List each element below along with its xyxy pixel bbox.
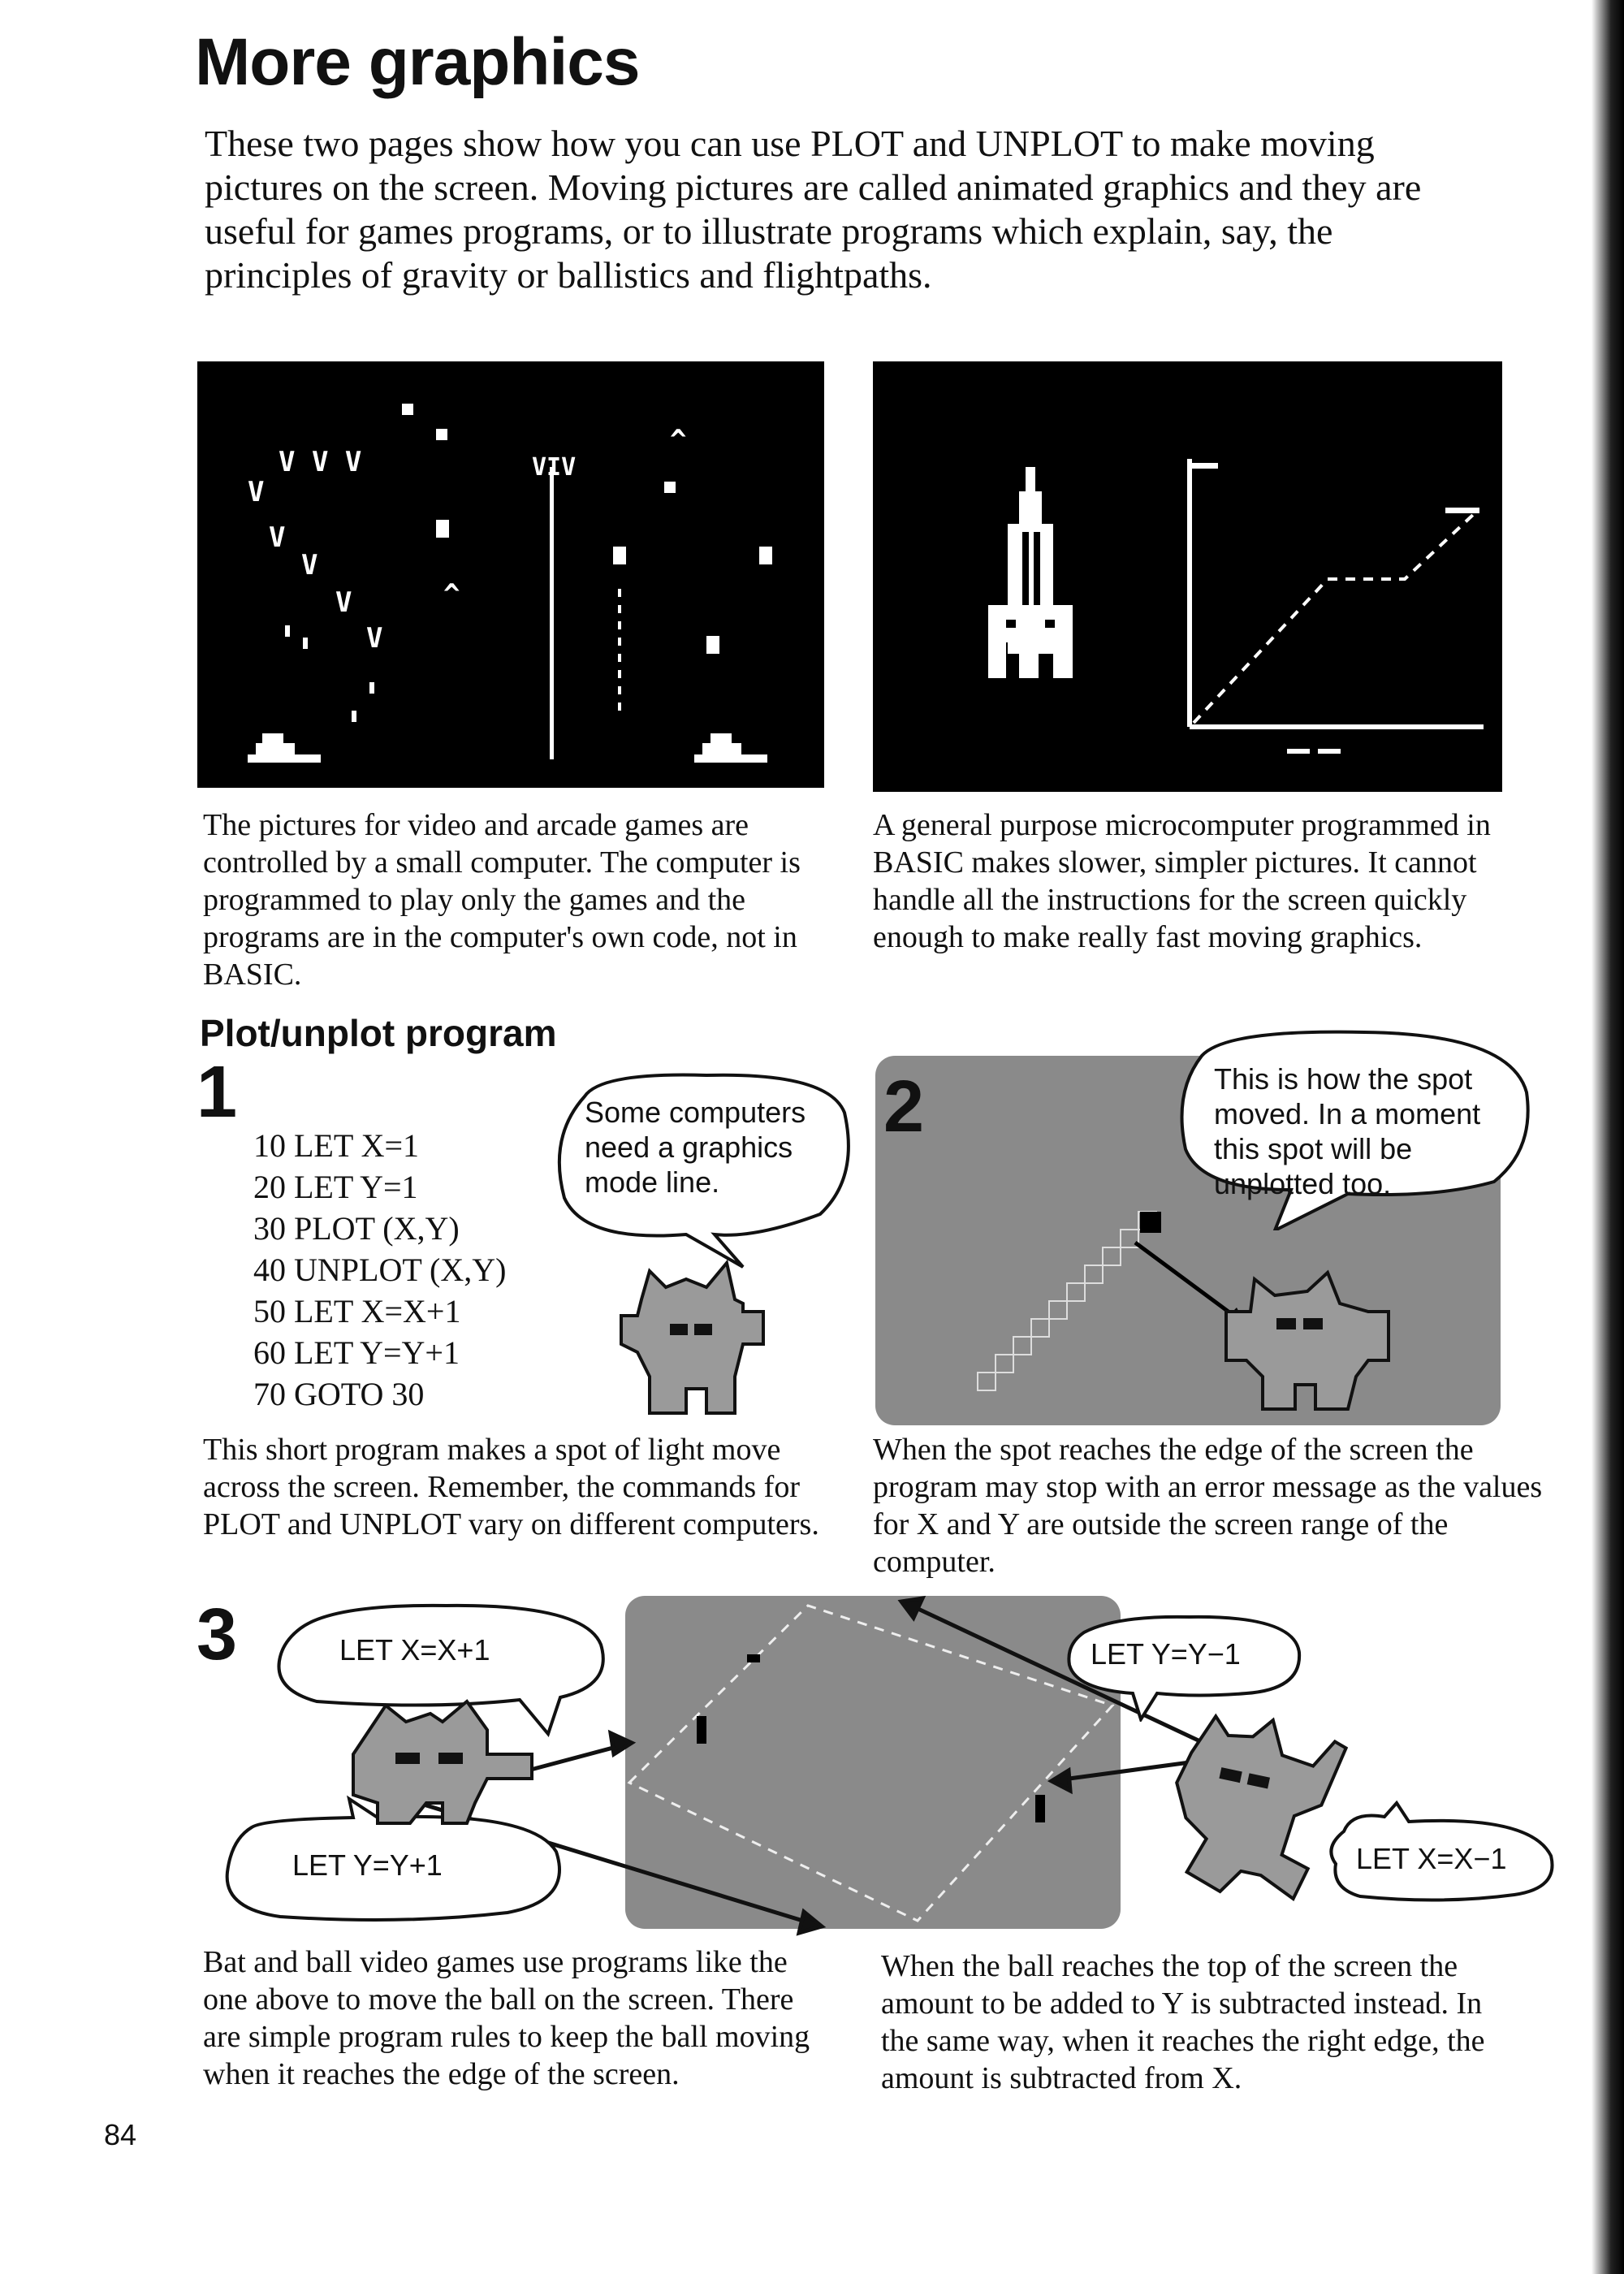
step-number-3: 3: [197, 1594, 238, 1675]
speech-bubble-3c: [1060, 1612, 1307, 1722]
svg-text:^: ^: [443, 578, 460, 611]
code-line: 10 LET X=1: [253, 1127, 420, 1164]
svg-text:V: V: [301, 549, 318, 581]
bubble-2-text: This is how the spot moved. In a moment this spot will be unplotted too.: [1214, 1062, 1481, 1200]
svg-text:V: V: [335, 586, 352, 619]
bubble-1-text: Some computers need a graphics mode line.: [585, 1096, 806, 1199]
code-line: 20 LET Y=1: [253, 1169, 418, 1205]
bubble-3d-text: LET X=X−1: [1356, 1842, 1507, 1875]
speech-bubble-3d: [1320, 1799, 1559, 1909]
plot-caption: This short program makes a spot of light move across the screen. Remember, the commands for PLOT and UNPLOT vary on different computers.: [203, 1433, 819, 1541]
intro-paragraph: These two pages show how you can use PLOT and UNPLOT to make moving pictures on the screen. Moving pictures are called animated graphics and they are useful for games programs, or to illustrate programs which explain, say, the principles of gravity or ballistics and flightpaths.: [205, 123, 1422, 296]
bubble-3a-text: LET X=X+1: [339, 1633, 490, 1667]
code-line: 50 LET X=X+1: [253, 1293, 461, 1329]
svg-text:V V V: V V V: [279, 446, 362, 478]
code-line: 30 PLOT (X,Y): [253, 1210, 460, 1247]
bubble-3c-text: LET Y=Y−1: [1091, 1637, 1241, 1671]
page-title: More graphics: [195, 25, 640, 99]
program-heading: Plot/unplot program: [200, 1012, 557, 1054]
code-line: 40 UNPLOT (X,Y): [253, 1252, 507, 1288]
monster-figure-3b: [1157, 1710, 1348, 1904]
bat-ball-caption: Bat and ball video games use programs like the one above to move the ball on the screen. There are simple program rules to keep the ball moving when it reaches the edge of the screen.: [203, 1945, 810, 2091]
bounce-caption: When the ball reaches the top of the screen the amount to be added to Y is subtracted instead. In the same way, when it reaches the right edge, the amount is subtracted from X.: [881, 1949, 1485, 2095]
code-line: 60 LET Y=Y+1: [253, 1334, 460, 1371]
bubble-3b-text: LET Y=Y+1: [292, 1848, 443, 1882]
page-number: 84: [104, 2118, 137, 2151]
monster-figure-3a: [345, 1697, 536, 1827]
plot-demo-caption: When the spot reaches the edge of the screen the program may stop with an error message as the values for X and Y are outside the screen range of the computer.: [873, 1433, 1543, 1579]
svg-text:V: V: [269, 521, 286, 554]
svg-text:^: ^: [670, 424, 687, 456]
svg-text:V: V: [366, 622, 383, 655]
svg-text:VIV: VIV: [532, 453, 577, 482]
arcade-caption: The pictures for video and arcade games are controlled by a small computer. The computer is programmed to play only the games and the programs are in the computer's own code, not in BASIC.: [203, 808, 801, 992]
step-number-2: 2: [883, 1066, 925, 1148]
page-edge-shadow: [1592, 0, 1624, 2274]
step-number-1: 1: [197, 1052, 238, 1133]
micro-caption: A general purpose microcomputer programmed in BASIC makes slower, simpler pictures. It cannot handle all the instructions for the screen quickly enough to make really fast moving graphics.: [873, 808, 1491, 954]
svg-text:V: V: [248, 476, 265, 508]
code-line: 70 GOTO 30: [253, 1376, 425, 1412]
